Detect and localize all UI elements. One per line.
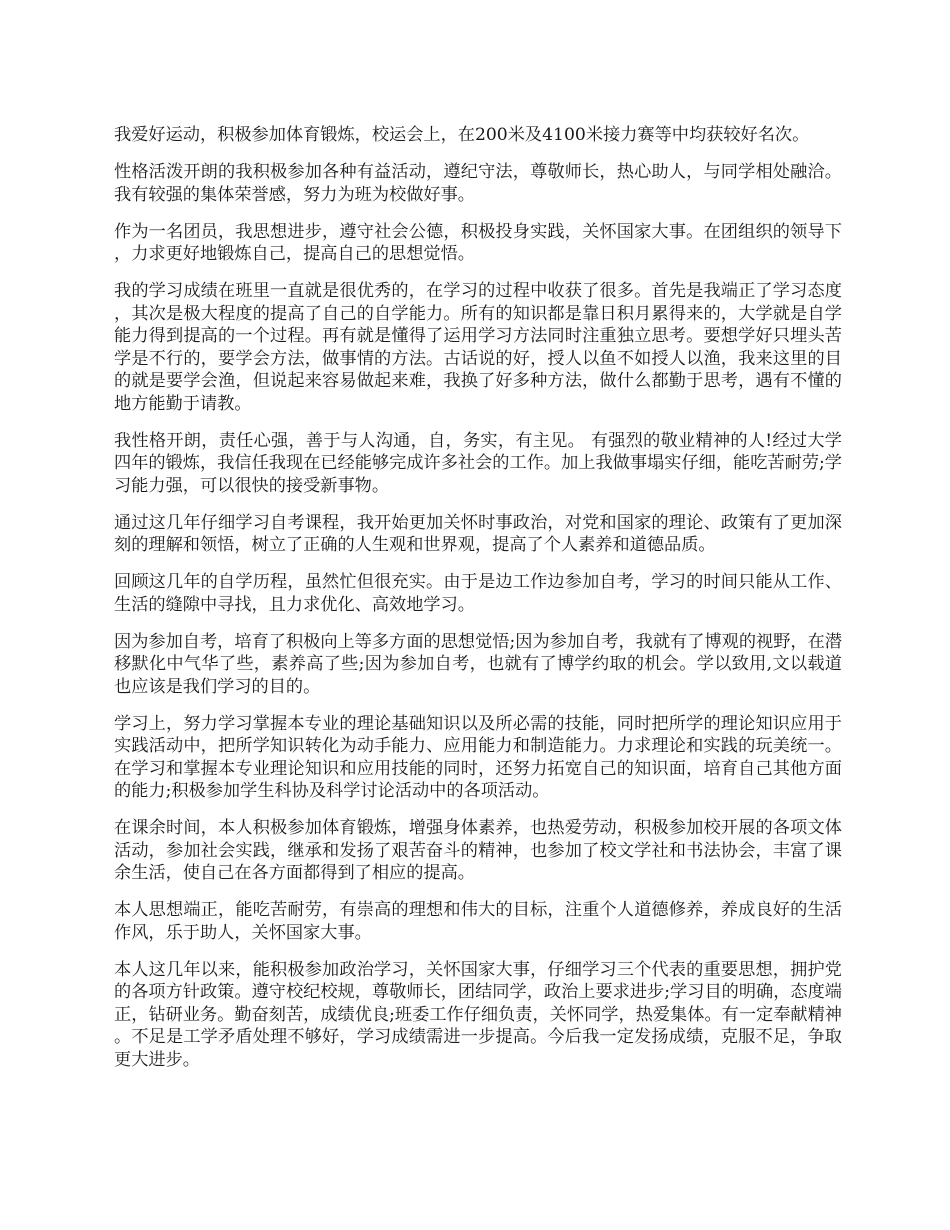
paragraph-study-results: 我的学习成绩在班里一直就是很优秀的，在学习的过程中收获了很多。首先是我端正了学习态度，其次是极大程度的提高了自己的自学能力。所有的知识都是靠日积月累得来的，大学就是自学能力得到提高的一个过程。再有就是懂得了运用学习方法同时注重独立思考。要想学好只埋头苦学是不行的，要学会方法，做事情的方法。古话说的好，授人以鱼不如授人以渔，我来这里的目的就是要学会渔，但说起来容易做起来难，我换了好多种方法，做什么都勤于思考，遇有不懂的地方能勤于请教。 (114, 281, 842, 414)
paragraph-ideology: 本人思想端正，能吃苦耐劳，有崇高的理想和伟大的目标，注重个人道德修养，养成良好的生活作风，乐于助人，关怀国家大事。 (114, 900, 842, 943)
paragraph-self-exam-benefits: 因为参加自考，培育了积极向上等多方面的思想觉悟;因为参加自考，我就有了博观的视野，在潜移默化中气华了些，素养高了些;因为参加自考，也就有了博学约取的机会。学以致用,文以载道也应该是我们学习的目的。 (114, 631, 842, 697)
paragraph-sports: 我爱好运动，积极参加体育锻炼，校运会上，在200米及4100米接力赛等中均获较好名次。 (114, 125, 810, 145)
paragraph-summary: 本人这几年以来，能积极参加政治学习，关怀国家大事，仔细学习三个代表的重要思想，拥护党的各项方针政策。遵守校纪校规，尊敬师长，团结同学，政治上要求进步;学习目的明确，态度端正，钻研业务。勤奋刻苦，成绩优良;班委工作仔细负责，关怀同学，热爱集体。有一定奉献精神。不足是工学矛盾处理不够好，学习成绩需进一步提高。今后我一定发扬成绩，克服不足，争取更大进步。 (114, 959, 842, 1070)
paragraph-personality: 性格活泼开朗的我积极参加各种有益活动，遵纪守法，尊敬师长，热心助人，与同学相处融洽。我有较强的集体荣誉感，努力为班为校做好事。 (114, 162, 842, 205)
paragraph-self-study-courses: 通过这几年仔细学习自考课程，我开始更加关怀时事政治，对党和国家的理论、政策有了更加深刻的理解和领悟，树立了正确的人生观和世界观，提高了个人素养和道德品质。 (114, 512, 842, 555)
paragraph-study-practice: 学习上，努力学习掌握本专业的理论基础知识以及所必需的技能，同时把所学的理论知识应用于实践活动中，把所学知识转化为动手能力、应用能力和制造能力。力求理论和实践的玩美统一。在学习和掌握本专业理论知识和应用技能的同时，还努力拓宽自己的知识面，培育自己其他方面的能力;积极参加学生科协及科学讨论活动中的各项活动。 (114, 713, 842, 801)
paragraph-league-member: 作为一名团员，我思想进步，遵守社会公德，积极投身实践，关怀国家大事。在团组织的领导下，力求更好地锻炼自己，提高自己的思想觉悟。 (114, 221, 842, 264)
paragraph-character: 我性格开朗，责任心强，善于与人沟通，自，务实，有主见。 有强烈的敬业精神的人!经过大学四年的锻炼，我信任我现在已经能够完成许多社会的工作。加上我做事塌实仔细，能吃苦耐劳;学习能力强，可以很快的接受新事物。 (114, 430, 842, 496)
paragraph-review: 回顾这几年的自学历程，虽然忙但很充实。由于是边工作边参加自考，学习的时间只能从工作、生活的缝隙中寻找，且力求优化、高效地学习。 (114, 572, 842, 615)
document-body (114, 124, 842, 1086)
paragraph-spare-time: 在课余时间，本人积极参加体育锻炼，增强身体素养，也热爱劳动，积极参加校开展的各项文体活动，参加社会实践，继承和发扬了艰苦奋斗的精神，也参加了校文学社和书法协会，丰富了课余生活，使自己在各方面都得到了相应的提高。 (114, 818, 842, 883)
